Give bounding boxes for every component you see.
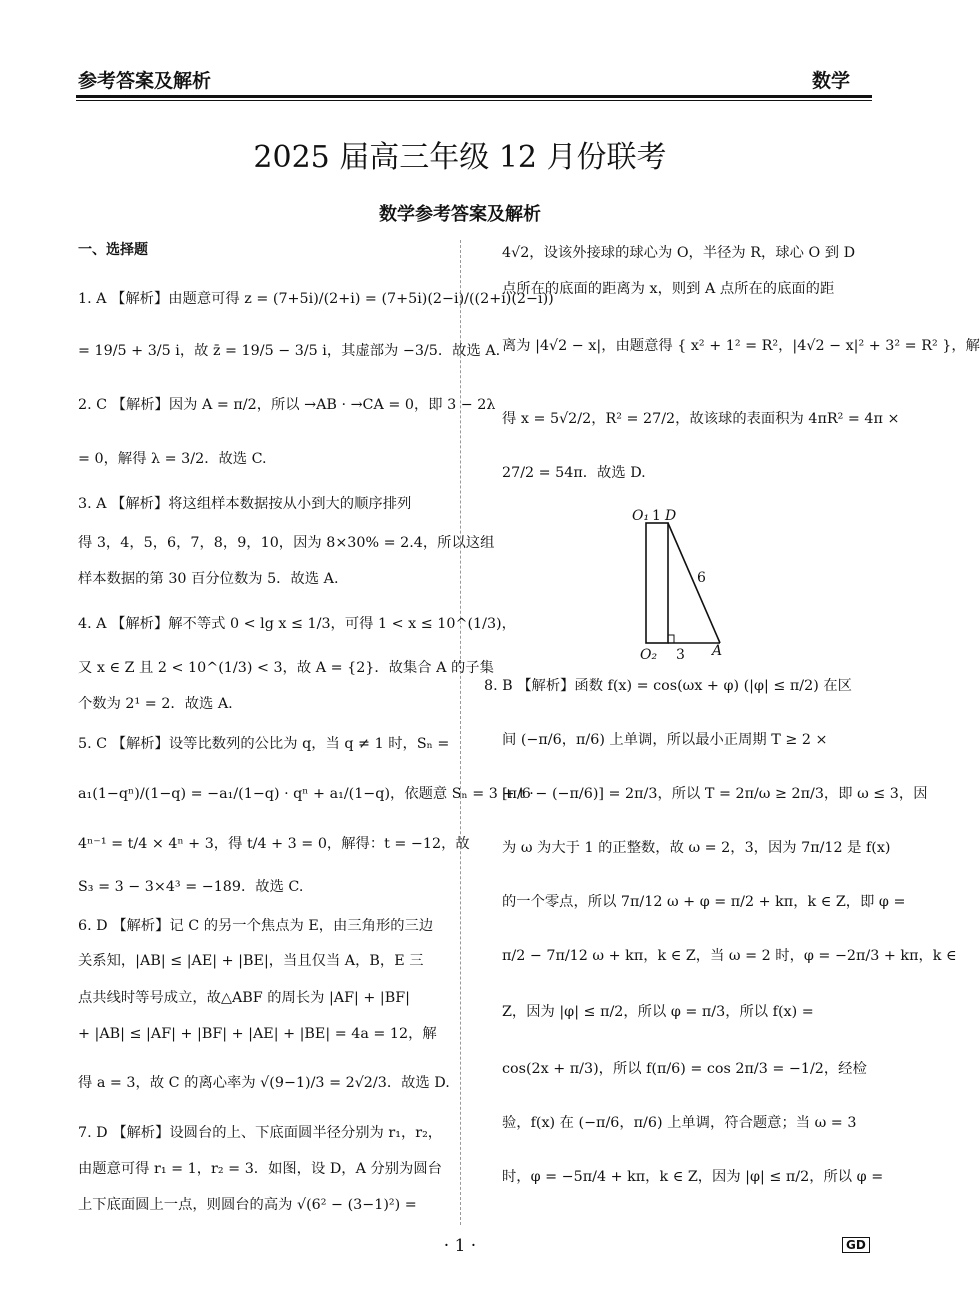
answer-line: 得 3，4，5，6，7，8，9，10，因为 8×30% = 2.4，所以这组 [78, 535, 495, 551]
figure-slant-edge [668, 523, 720, 643]
header-rule-thick [76, 95, 872, 98]
answer-line: 4ⁿ⁻¹ = t/4 × 4ⁿ + 3，得 t/4 + 3 = 0，解得：t = −12，故 [78, 836, 470, 852]
label-o1: O₁ [632, 508, 650, 524]
answer-line: cos(2x + π/3)，所以 f(π/6) = cos 2π/3 = −1/2，经检 [502, 1061, 867, 1077]
answer-line: 为 ω 为大于 1 的正整数，故 ω = 2，3，因为 7π/12 是 f(x) [502, 840, 891, 856]
answer-line: a₁(1−qⁿ)/(1−q) = −a₁/(1−q) · qⁿ + a₁/(1−q)，依题意 Sₙ = 3 + t · [78, 786, 534, 802]
answer-line: 得 x = 5√2/2，R² = 27/2，故该球的表面积为 4πR² = 4π × [502, 411, 900, 427]
answer-line: [π/6 − (−π/6)] = 2π/3，所以 T = 2π/ω ≥ 2π/3，即 ω ≤ 3，因 [502, 786, 928, 802]
figure-right-angle-mark [668, 635, 674, 643]
section-heading: 一、选择题 [78, 242, 148, 258]
answer-line: 6. D 【解析】记 C 的另一个焦点为 E，由三角形的三边 [78, 918, 434, 934]
answer-line: + |AB| ≤ |AF| + |BF| + |AE| + |BE| = 4a = 12，解 [78, 1026, 437, 1042]
answer-line: 点所在的底面的距离为 x，则到 A 点所在的底面的距 [502, 281, 835, 297]
label-three: 3 [676, 647, 685, 663]
answer-line: 点共线时等号成立，故△ABF 的周长为 |AF| + |BF| [78, 990, 410, 1006]
answer-line: 样本数据的第 30 百分位数为 5．故选 A. [78, 571, 339, 587]
answer-line: 4√2，设该外接球的球心为 O，半径为 R，球心 O 到 D [502, 245, 856, 261]
answer-line: 又 x ∈ Z 且 2 < 10^(1/3) < 3，故 A = {2}．故集合 A 的子集 [78, 660, 494, 676]
answer-line: 上下底面圆上一点，则圆台的高为 √(6² − (3−1)²) = [78, 1197, 417, 1213]
answer-line: 间 (−π/6，π/6) 上单调，所以最小正周期 T ≥ 2 × [502, 732, 828, 748]
answer-line: Z，因为 |φ| ≤ π/2，所以 φ = π/3，所以 f(x) = [502, 1004, 814, 1020]
header-subject-label: 数学 [812, 70, 851, 92]
answer-line: 4. A 【解析】解不等式 0 < lg x ≤ 1/3，可得 1 < x ≤ 10^(1/3)， [78, 616, 516, 632]
answer-line: = 0，解得 λ = 3/2．故选 C. [78, 451, 267, 467]
label-six: 6 [697, 570, 706, 586]
page-title: 2025 届高三年级 12 月份联考 [253, 140, 667, 175]
label-one: 1 [652, 508, 661, 524]
answer-line: S₃ = 3 − 3×4³ = −189．故选 C. [78, 879, 304, 895]
answer-line: 1. A 【解析】由题意可得 z = (7+5i)/(2+i) = (7+5i)(2−i)/((2+i)(2−i)) [78, 291, 554, 307]
figure-rectangle [646, 523, 668, 643]
page-subtitle: 数学参考答案及解析 [379, 204, 541, 225]
page-number: · 1 · [443, 1236, 477, 1256]
answer-line: 验，f(x) 在 (−π/6，π/6) 上单调，符合题意；当 ω = 3 [502, 1115, 857, 1131]
answer-line: 3. A 【解析】将这组样本数据按从小到大的顺序排列 [78, 496, 412, 512]
answer-line: = 19/5 + 3/5 i，故 z̄ = 19/5 − 3/5 i，其虚部为 −3/5．故选 A. [78, 343, 501, 359]
label-a: A [712, 643, 723, 659]
header-left-label: 参考答案及解析 [78, 70, 212, 92]
answer-line: 2. C 【解析】因为 A = π/2，所以 →AB · →CA = 0，即 3 − 2λ [78, 397, 496, 413]
frustum-section-figure [620, 505, 740, 665]
answer-line: 离为 |4√2 − x|，由题意得 { x² + 1² = R²，|4√2 − x|² + 3² = R² }，解 [502, 338, 980, 354]
answer-line: 关系知，|AB| ≤ |AE| + |BE|，当且仅当 A，B，E 三 [78, 953, 424, 969]
answer-line: 的一个零点，所以 7π/12 ω + φ = π/2 + kπ，k ∈ Z，即 φ = [502, 894, 906, 910]
column-divider [460, 240, 461, 1225]
answer-line: 7. D 【解析】设圆台的上、下底面圆半径分别为 r₁，r₂， [78, 1125, 443, 1141]
answer-line: 5. C 【解析】设等比数列的公比为 q，当 q ≠ 1 时，Sₙ = [78, 736, 450, 752]
label-o2: O₂ [640, 647, 658, 663]
edition-badge: GD [842, 1237, 870, 1253]
header-rule-thin [76, 100, 872, 101]
answer-line: 时，φ = −5π/4 + kπ，k ∈ Z，因为 |φ| ≤ π/2，所以 φ = [502, 1169, 884, 1185]
answer-line: 得 a = 3，故 C 的离心率为 √(9−1)/3 = 2√2/3．故选 D. [78, 1075, 450, 1091]
answer-line: 由题意可得 r₁ = 1，r₂ = 3．如图，设 D，A 分别为圆台 [78, 1161, 442, 1177]
answer-line: 个数为 2¹ = 2．故选 A. [78, 696, 233, 712]
answer-line: 27/2 = 54π．故选 D. [502, 465, 646, 481]
label-d: D [665, 508, 677, 524]
answer-line: 8. B 【解析】函数 f(x) = cos(ωx + φ) (|φ| ≤ π/2) 在区 [484, 678, 852, 694]
answer-line: π/2 − 7π/12 ω + kπ，k ∈ Z，当 ω = 2 时，φ = −2π/3 + kπ，k ∈ [502, 948, 957, 964]
